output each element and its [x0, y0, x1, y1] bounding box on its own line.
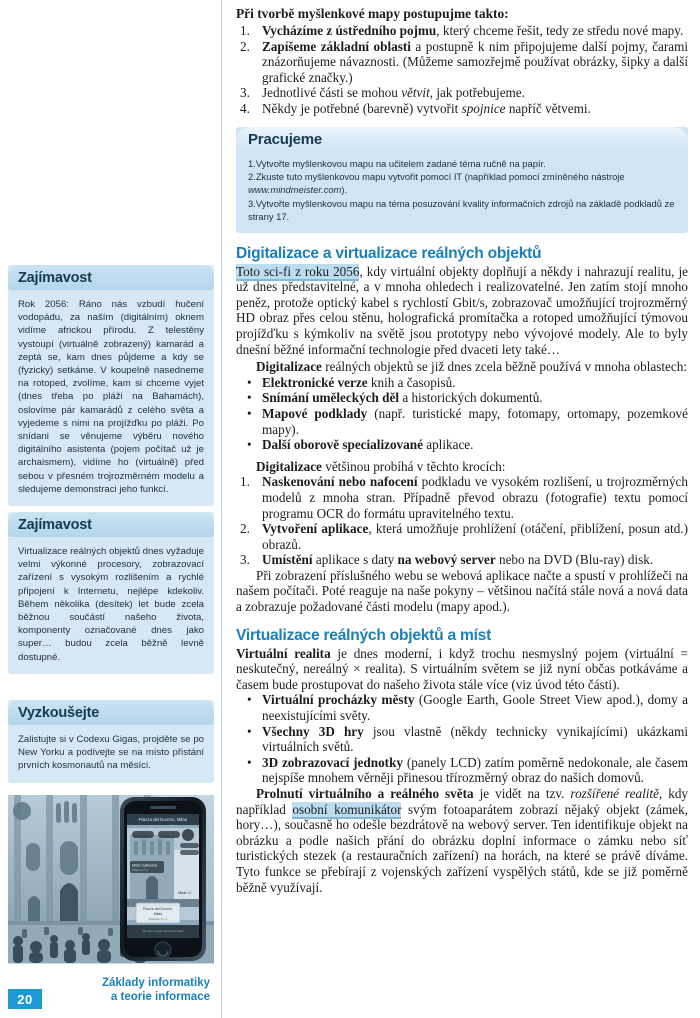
paragraph-rest: většinou probíhá v těchto krocích:: [321, 458, 506, 474]
list-item-rest: podkladu ve vysokém rozlišení, u trojrozměrných modelů z mnoha stran. Případně převod obrazu (fotografie) textu pomocí programu OCR do formátu upravitelného textu.: [262, 474, 688, 521]
list-item: [236, 692, 688, 723]
list-item-rest: (Google Earth, Goole Street View apod.), domy a neexistujícími světy.: [262, 692, 688, 724]
list-item-rest: (panely LCD) zatím poměrně nedokonale, ale časem nejspíše mnohem věrněji přinesou třírozměrný obraz do našich domovů.: [262, 754, 688, 786]
section1-paragraph-2: [236, 359, 688, 375]
list-item: [248, 170, 676, 197]
phone-callout-line3: distance 17 m: [148, 917, 168, 921]
left-sidebar: [0, 0, 222, 1018]
list-item: [248, 157, 676, 170]
sidebar-box-text: Virtualizace reálných objektů dnes vyžaduje velmi výkonné procesory, zobrazovací zařízení s vysokým rozlišením a rychlé připojení k Internetu, nejlépe kdekoliv. Během několika (desítek) let bude zcela běžnou součástí našeho života, komponenty označované dnes jako super… budou zcela běžně levně dostupné.: [18, 546, 204, 663]
paragraph-lead-bold: Digitalizace: [256, 458, 322, 474]
list-item-bold-2: na webový server: [397, 552, 496, 568]
list-item-bold: Zapíšeme základní oblasti: [262, 38, 411, 54]
list-index: 2.: [240, 38, 250, 54]
footer-book-title: [40, 977, 210, 1004]
section1-paragraph-4: Při zobrazení příslušného webu se webová aplikace načte a spustí v prohlížeči na našem počítači. Poté reaguje na naše pokyny – většinou načítá stále nová a nová data a zobrazuje požadované části modelu (mapy apod.).: [236, 567, 688, 615]
list-item-rest: a historických dokumentů.: [399, 390, 543, 406]
bullet-dot-icon: •: [247, 374, 252, 390]
list-item: [248, 197, 676, 224]
list-item-bold: Virtuální procházky městy: [262, 692, 415, 708]
section1-paragraph-3: [236, 459, 688, 475]
bullet-dot-icon: •: [247, 723, 252, 739]
section1-steps-list: [236, 474, 688, 568]
highlighted-phrase-sci-fi: Toto sci-fi z roku 2056: [236, 263, 360, 279]
list-item-pre: Zkuste tuto myšlenkovou mapu vytvořit pomocí IT (například pomocí zmíněného nástroje: [255, 170, 625, 182]
list-item-rest: napříč větvemi.: [505, 100, 591, 116]
list-item-rest: a postupně k nim připojujeme další pojmy, čarami znázorňujeme návaznosti. (Můžeme samozřejmě používat obrázky, šipky a další grafické značky.): [262, 38, 688, 85]
list-item: [236, 437, 688, 453]
section2-bullet-list: [236, 692, 688, 786]
list-item-text: Vytvořte myšlenkovou mapu na téma posuzování kvality informačních zdrojů na základě podkladů ze strany 17.: [248, 197, 675, 223]
list-index: 2.: [248, 170, 256, 182]
list-item-italic: www.mindmeister.com: [248, 184, 342, 196]
list-item-italic: spojnice: [461, 100, 506, 116]
pracujeme-body: [236, 151, 688, 233]
list-item-rest: nebo na DVD (Blu-ray) disk.: [495, 552, 654, 568]
list-item-rest: jsou vlastně (někdy technicky vynikajícími) ukázkami virtuálních světů.: [262, 723, 688, 755]
paragraph-rest: svým fotoaparátem zobrazí nějaký objekt (zámek, hory…), současně ho odešle bezdrátově na webový server. Ten identifikuje objekt na obrázku a podle našich přání do obrázku doplní informace o zámku nebo síť turistických stezek (a restauračních zařízení) na horách, na které se právě díváme. Tyto funkce se přebírají z vojenských zařízení vyspělých států, kde se již poměrně běžně využívají.: [236, 801, 688, 895]
list-index: 1.: [240, 23, 250, 38]
pracujeme-title: Pracujeme: [236, 127, 688, 151]
bullet-dot-icon: •: [247, 390, 252, 406]
footer-divider: [8, 963, 214, 964]
paragraph-mid: je vidět na tzv.: [473, 786, 571, 801]
list-item: [236, 406, 688, 437]
phone-screen-title: Piazza del Duomo, Milan: [138, 817, 188, 822]
paragraph-mid-2: , kdy například: [236, 786, 688, 817]
section2-paragraph-1: [236, 646, 688, 693]
phone-ar-label-right: Milan C: [178, 890, 192, 895]
list-item-rest: aplikace.: [422, 437, 474, 453]
sidebar-box-text: Zalistujte si v Codexu Gigas, projděte se po New Yorku a podívejte se na místo přistání prvních kosmonautů na měsíci.: [18, 734, 204, 772]
bullet-dot-icon: •: [247, 437, 252, 453]
list-item-text: Vytvořte myšlenkovou mapu na učitelem zadané téma ručně na papír.: [255, 157, 546, 169]
list-item-pre: Jednotlivé části se mohou: [262, 85, 402, 101]
augmented-reality-photo: [8, 795, 214, 963]
phone-screen-subtitle: with accuracy 10 m: [150, 823, 176, 828]
list-item-bold: Elektronické verze: [262, 374, 368, 390]
section-heading-virtualizace: Virtualizace reálných objektů a míst: [236, 626, 492, 644]
paragraph-italic: rozšířené realitě: [570, 786, 659, 801]
phone-callout-line1: Piazza del Duomo,: [142, 907, 174, 911]
pracujeme-box: [236, 127, 688, 233]
bullet-dot-icon: •: [247, 692, 252, 708]
list-item: [236, 521, 688, 552]
paragraph-lead-bold: Digitalizace: [256, 359, 322, 375]
list-index: 3.: [240, 552, 250, 568]
list-item-rest: , jak potřebujeme.: [429, 85, 525, 101]
highlighted-phrase-komunikator: osobní komunikátor: [292, 801, 402, 817]
footer-title-line-1: Základy informatiky: [101, 977, 210, 989]
bullet-dot-icon: •: [247, 754, 252, 770]
list-item: [236, 724, 688, 755]
column-divider: [221, 0, 222, 1018]
phone-callout-line2: Milan: [153, 912, 163, 916]
list-item-rest: , který chceme řešit, tedy ze středu nové mapy.: [436, 23, 684, 38]
list-item-bold: Vytvoření aplikace: [262, 521, 369, 537]
list-index: 3.: [248, 197, 256, 209]
paragraph-lead-bold: Prolnutí virtuálního a reálného světa: [256, 786, 474, 801]
paragraph-rest: reálných objektů se již dnes zcela běžně používá v mnoha oblastech:: [321, 359, 687, 375]
list-item-bold: Umístění: [262, 552, 313, 568]
list-index: 2.: [240, 521, 250, 537]
list-item: [236, 39, 688, 86]
sidebar-box-zajimavost-1: [8, 265, 214, 506]
paragraph-rest: je dnes moderní, i když trochu nesmyslný pojem (virtuální = neskutečný, nereálný × realita). S virtuálním světem se již nyní občas potkáváme a časem bude prostupovat do našeho života stále více (viz úvod této části).: [236, 645, 688, 692]
svg-text:Tap here to load more informat: Tap here to load more information: [142, 929, 184, 933]
section2-paragraph-2: [236, 786, 688, 895]
list-item: [236, 101, 688, 117]
section1-bullet-list: [236, 375, 688, 453]
list-item-rest: (např. turistické mapy, fotomapy, ortomapy, pozemkové mapy).: [262, 405, 688, 437]
list-item: [236, 552, 688, 568]
sidebar-box-title: Zajímavost: [8, 512, 214, 537]
main-content-column: [236, 6, 688, 895]
list-item-bold: Naskenování nebo nafocení: [262, 474, 418, 490]
section-heading-digitalizace: Digitalizace a virtualizace reálných objektů: [236, 244, 542, 262]
intro-steps-list: [236, 23, 688, 117]
list-item-rest: ).: [341, 184, 348, 196]
list-item: [236, 375, 688, 391]
bullet-dot-icon: •: [247, 405, 252, 421]
section1-paragraph-1: [236, 264, 688, 358]
intro-heading: Při tvorbě myšlenkové mapy postupujme takto:: [236, 6, 509, 21]
list-item: [236, 85, 688, 101]
list-index: 1.: [248, 157, 256, 169]
footer-title-line-2: a teorie informace: [110, 990, 210, 1003]
list-item: [236, 23, 688, 39]
paragraph-lead-bold: Virtuální realita: [236, 645, 331, 661]
list-item: [236, 474, 688, 521]
list-item: [236, 755, 688, 786]
list-item-bold: Další oborově specializované: [262, 437, 423, 453]
list-item-italic: větvit: [401, 85, 430, 101]
list-item-mid: aplikace s daty: [312, 552, 398, 568]
list-index: 3.: [240, 85, 250, 101]
svg-text:distance 17 m: distance 17 m: [132, 869, 149, 872]
sidebar-box-zajimavost-2: [8, 512, 214, 674]
paragraph-rest: , kdy virtuální objekty doplňují a někdy i nahrazují realitu, je už dnes představitelné, a v mnoha ohledech i realizovatelné. Jen zatím stojí mnoho peněz, protože optický kabel s rychlostí Gbit/s, zobrazovač umožňující trojrozměrný HD obraz přes celou stěnu, holografická promítačka a rotoped umožňující týmovou projížďku s kýmkoliv na světě jsou prototypy nebo vývojové modely. Ale to byly dnešní běžné informační technologie před dvaceti lety také…: [236, 263, 688, 357]
list-item-bold: Vycházíme z ústředního pojmu: [262, 23, 437, 38]
page-number-badge: 20: [8, 989, 42, 1009]
photo-illustration: [8, 795, 214, 963]
list-item-rest: knih a časopisů.: [367, 374, 456, 390]
list-index: 4.: [240, 100, 250, 116]
list-index: 1.: [240, 474, 250, 490]
list-item: [236, 390, 688, 406]
sidebar-box-text: Rok 2056: Ráno nás vzbudí hučení vodopádu, za naším (digitálním) oknem vidíme africkou přírodu. Z telestěny vystoupí (virtuálně zobrazený) kamarád a zeptá se, kam dnes půjdeme a kdy se (fyzicky) setkáme. V koupelně nasedneme na rotoped, zvolíme, kam si chceme vyjet (dnes třeba po pláži na Bahamách), oslovíme pár kamarádů z celého světa a vyjedeme s nimi na projížďku po pláži. Po snídani se věnujeme výběru nového digitálního asistenta (pojem počítač už je archaismem), vidíme ho (virtuálně) před sebou v přesném trojrozměrném modelu a sledujeme demonstraci jeho funkcí.: [18, 299, 204, 495]
list-item-bold: Snímání uměleckých děl: [262, 390, 400, 406]
list-item-rest: , která umožňuje prohlížení (otáčení, přiblížení, posun atd.) obrazů.: [262, 521, 688, 552]
list-item-bold: Všechny 3D hry: [262, 723, 364, 739]
list-item-bold: 3D zobrazovací jednotky: [262, 754, 403, 770]
list-item-pre: Někdy je potřebné (barevně) vytvořit: [262, 100, 462, 116]
sidebar-box-vyzkousejte: [8, 700, 214, 783]
phone-ar-label-left: Milan Cathedral: [132, 863, 158, 868]
list-item-bold: Mapové podklady: [262, 405, 368, 421]
sidebar-box-title: Vyzkoušejte: [8, 700, 214, 725]
sidebar-box-title: Zajímavost: [8, 265, 214, 290]
